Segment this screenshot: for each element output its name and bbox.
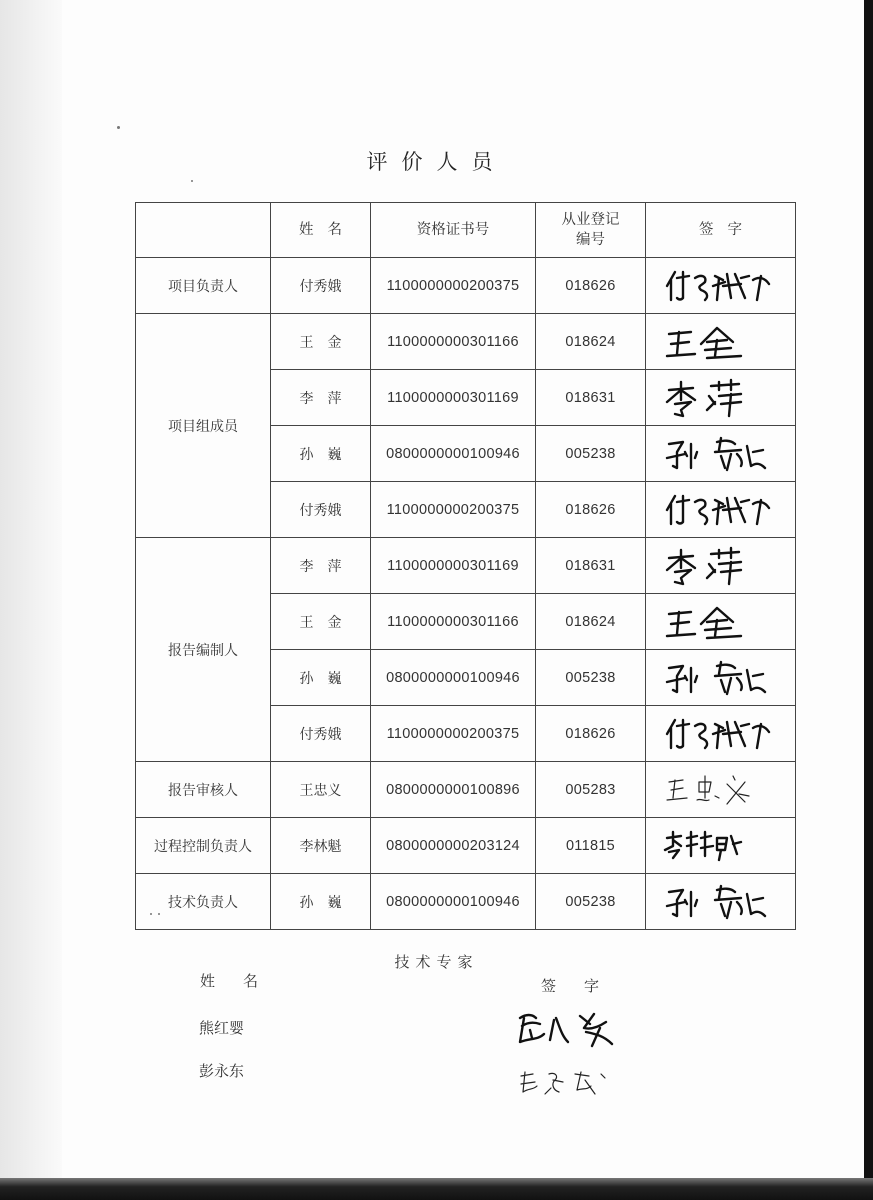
signature-cell — [646, 706, 796, 762]
name-cell: 王金 — [271, 314, 371, 370]
signature-image — [661, 824, 781, 868]
scan-edge-bottom — [0, 1178, 873, 1200]
cert-cell: 0800000000100946 — [371, 426, 536, 482]
name-cell: 付秀娥 — [271, 258, 371, 314]
reg-cell: 005238 — [536, 650, 646, 706]
personnel-table — [135, 202, 796, 930]
signature-image — [661, 488, 781, 532]
signature-cell — [646, 258, 796, 314]
role-cell: 过程控制负责人 — [136, 818, 271, 874]
experts-name-header: 姓名 — [200, 972, 287, 990]
cert-cell: 0800000000203124 — [371, 818, 536, 874]
signature-cell — [646, 594, 796, 650]
scan-edge-right — [864, 0, 873, 1200]
header-reg-text: 从业登记编号 — [561, 212, 620, 248]
expert-name: 熊红婴 — [199, 1019, 245, 1037]
header-sign: 签字 — [646, 203, 796, 258]
role-cell: 项目负责人 — [136, 258, 271, 314]
signature-image — [661, 712, 781, 756]
cert-cell: 1100000000301169 — [371, 370, 536, 426]
header-reg — [536, 203, 646, 258]
reg-cell: 018631 — [536, 370, 646, 426]
reg-cell: 005238 — [536, 426, 646, 482]
reg-cell: 011815 — [536, 818, 646, 874]
signature-cell — [646, 650, 796, 706]
cert-cell: 0800000000100946 — [371, 650, 536, 706]
signature-cell — [646, 426, 796, 482]
name-cell: 李萍 — [271, 538, 371, 594]
header-role — [136, 203, 271, 258]
signature-cell — [646, 538, 796, 594]
signature-cell — [646, 762, 796, 818]
name-cell: 付秀娥 — [271, 482, 371, 538]
reg-cell: 018626 — [536, 482, 646, 538]
table-row — [136, 314, 796, 370]
expert-signature — [515, 1064, 615, 1104]
name-cell: 李萍 — [271, 370, 371, 426]
cert-cell: 1100000000200375 — [371, 258, 536, 314]
role-cell: 项目组成员 — [136, 314, 271, 538]
signature-image — [661, 376, 781, 420]
role-cell: 报告编制人 — [136, 538, 271, 762]
table-row — [136, 538, 796, 594]
experts-sign-header: 签字 — [541, 977, 628, 995]
table-row — [136, 258, 796, 314]
signature-cell — [646, 874, 796, 930]
role-cell: 报告审核人 — [136, 762, 271, 818]
table-header-row — [136, 203, 796, 258]
reg-cell: 018626 — [536, 258, 646, 314]
signature-image — [661, 768, 781, 812]
signature-image — [661, 432, 781, 476]
reg-cell: 018631 — [536, 538, 646, 594]
cert-cell: 1100000000301169 — [371, 538, 536, 594]
cert-cell: 1100000000301166 — [371, 594, 536, 650]
table-row — [136, 874, 796, 930]
cert-cell: 1100000000200375 — [371, 482, 536, 538]
name-cell: 李林魁 — [271, 818, 371, 874]
signature-image — [661, 880, 781, 924]
name-cell: 付秀娥 — [271, 706, 371, 762]
table-body — [136, 258, 796, 930]
reg-cell: 018624 — [536, 594, 646, 650]
name-cell: 孙巍 — [271, 650, 371, 706]
header-name: 姓名 — [271, 203, 371, 258]
cert-cell: 1100000000200375 — [371, 706, 536, 762]
signature-image — [661, 544, 781, 588]
cert-cell: 0800000000100946 — [371, 874, 536, 930]
signature-image — [661, 320, 781, 364]
name-cell: 王金 — [271, 594, 371, 650]
cert-cell: 1100000000301166 — [371, 314, 536, 370]
header-cert: 资格证书号 — [371, 203, 536, 258]
name-cell: 孙巍 — [271, 874, 371, 930]
role-cell: 技术负责人 — [136, 874, 271, 930]
scan-speck — [117, 126, 120, 129]
expert-name: 彭永东 — [199, 1062, 245, 1080]
signature-cell — [646, 314, 796, 370]
table-row — [136, 762, 796, 818]
signature-cell — [646, 818, 796, 874]
expert-signature — [510, 1004, 630, 1056]
book-gutter — [0, 0, 62, 1200]
table-row — [136, 818, 796, 874]
name-cell: 王忠义 — [271, 762, 371, 818]
signature-image — [661, 264, 781, 308]
signature-image — [661, 656, 781, 700]
signature-image — [661, 600, 781, 644]
signature-cell — [646, 482, 796, 538]
reg-cell: 005238 — [536, 874, 646, 930]
reg-cell: 018624 — [536, 314, 646, 370]
experts-title: 技术专家 — [394, 953, 479, 971]
name-cell: 孙巍 — [271, 426, 371, 482]
reg-cell: 018626 — [536, 706, 646, 762]
signature-cell — [646, 370, 796, 426]
scan-speck — [191, 180, 193, 182]
reg-cell: 005283 — [536, 762, 646, 818]
page-title: 评价人员 — [366, 150, 507, 174]
cert-cell: 0800000000100896 — [371, 762, 536, 818]
